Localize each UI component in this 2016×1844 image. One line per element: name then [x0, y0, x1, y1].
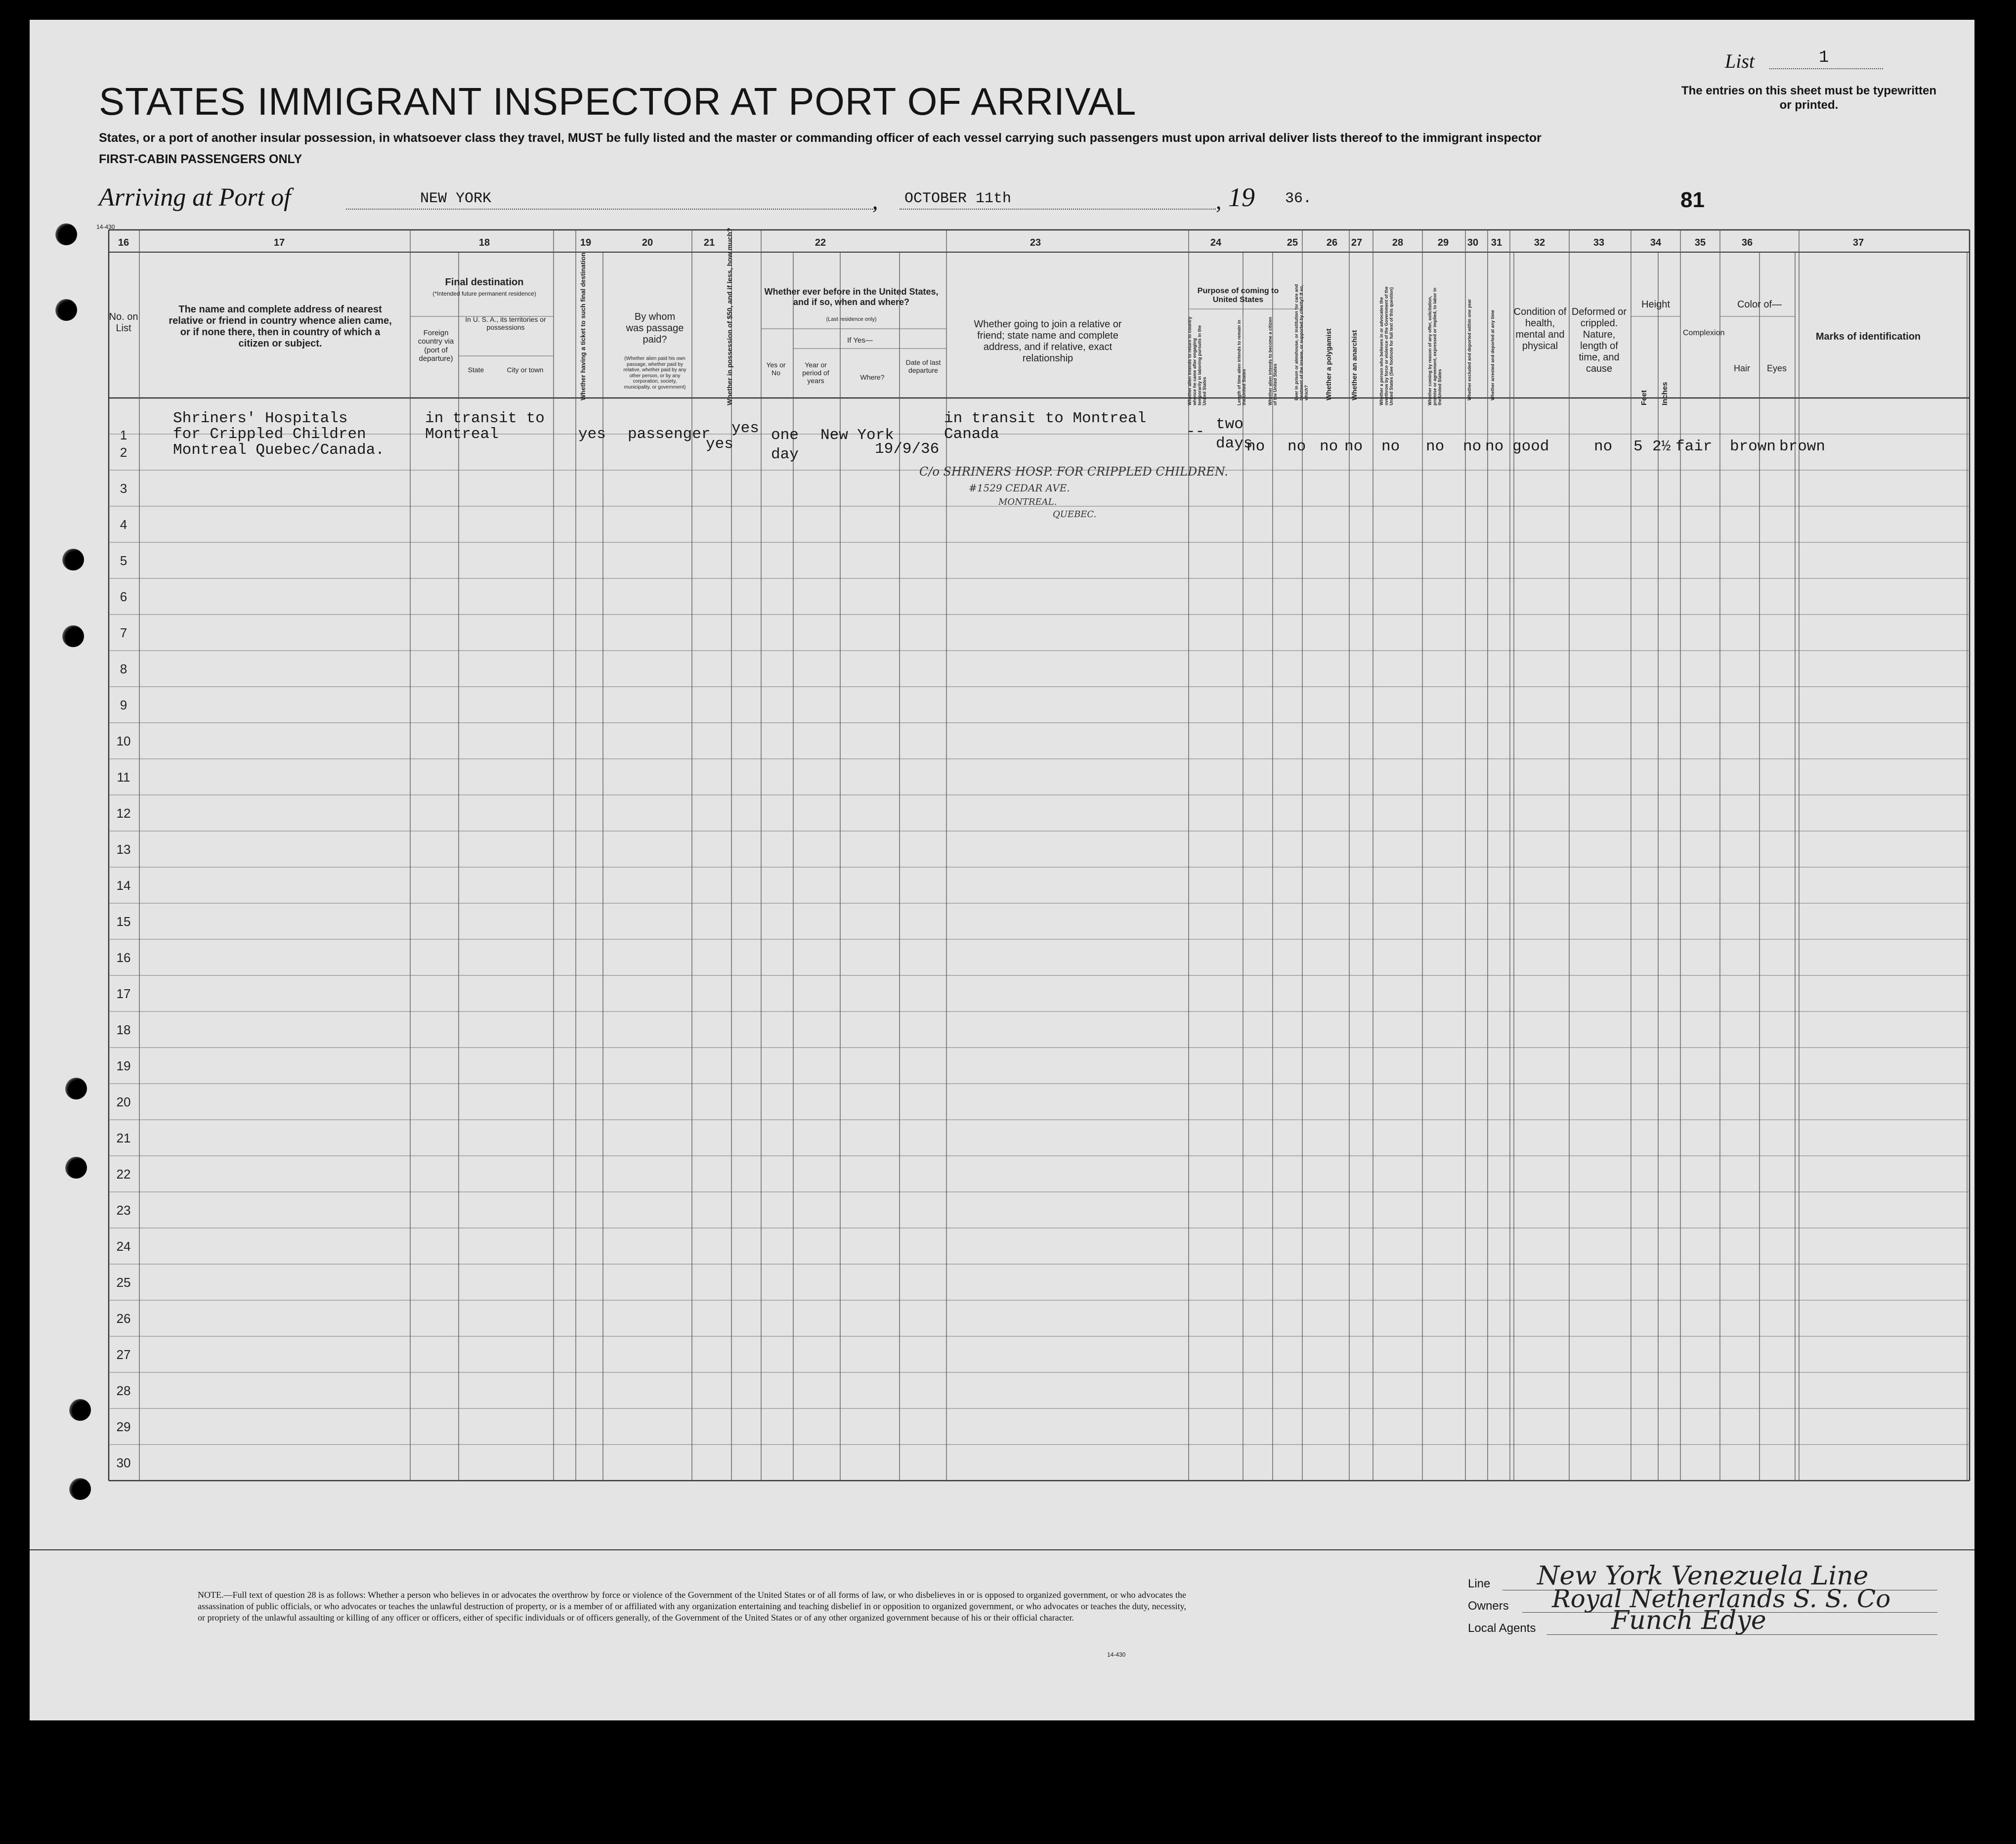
punch-hole — [65, 1078, 87, 1099]
col-number-24: 24 — [1210, 237, 1222, 248]
heading-health: Condition of health, mental and physical — [1513, 307, 1567, 351]
row-number: 23 — [116, 1203, 131, 1218]
heading-hair: Hair — [1733, 363, 1750, 373]
entry-where: New York — [820, 427, 894, 444]
row-number: 21 — [116, 1131, 131, 1145]
heading-color-of: Color of— — [1737, 299, 1782, 310]
heading-intended-residence: (*Intended future permanent residence) — [432, 290, 536, 297]
row-number: 10 — [116, 734, 131, 748]
entry-purpose-a: -- — [1186, 423, 1205, 440]
list-number-line — [1769, 68, 1883, 69]
port-line — [346, 209, 875, 210]
row-number: 22 — [116, 1167, 131, 1182]
comma: , — [1216, 188, 1222, 214]
sheet-number: 81 — [1680, 188, 1705, 212]
entry-possession-50: yes — [706, 436, 733, 453]
owners-value: Royal Netherlands S. S. Co — [1552, 1584, 1891, 1613]
heading-foreign-country: Foreign country via (port of departure) — [418, 329, 454, 363]
hand-address-line3: MONTREAL. — [998, 497, 1057, 507]
heading-by-whom: By whom was passage paid? — [626, 311, 684, 345]
heading-deformed: Deformed or crippled. Nature, length of time, and cause — [1571, 307, 1627, 374]
col-number-17: 17 — [273, 237, 285, 248]
col-number-36: 36 — [1741, 237, 1753, 248]
col-number-34: 34 — [1650, 237, 1662, 248]
footnote-question-28: NOTE.—Full text of question 28 is as follows: Whether a person who believes in or advocates the overthrow by force or violence of the Government of the United States or of all forms of law, or who disbelieves in or is opposed to organized government, or who advocates the assassination of public officials, or who advocates or teaches the unlawful destruction of property, or is a member of or affiliated with any organization entertaining and teaching disbelief in or opposition to organized government, or who advocates or teaches the duty, necessity, or propriety of the unlawful assaulting or killing of any officer or officers, either of specific individuals or of officers generally, of the Government of the United States or of any other organized government because of his or their official character. — [198, 1590, 1186, 1623]
row-number: 12 — [116, 806, 131, 821]
entry-prison: no — [1287, 438, 1306, 455]
entry-hair: brown — [1730, 438, 1776, 455]
entry-purpose-c: no — [1246, 438, 1265, 455]
row-number: 20 — [116, 1095, 131, 1109]
punch-hole — [55, 223, 77, 245]
row-number: 15 — [116, 914, 131, 929]
hand-address-line1: C/o SHRINERS HOSP. FOR CRIPPLED CHILDREN. — [919, 465, 1228, 479]
col-number-26: 26 — [1326, 237, 1338, 248]
heading-purpose-c: Whether alien intends to become a citizen of the United States — [1268, 316, 1278, 405]
heading-q28: Whether a person who believes in or advocates the overthrow by force or violence of the Government of the United States (See footnote for full text of this question) — [1379, 286, 1394, 405]
col-number-16: 16 — [118, 237, 129, 248]
col-number-37: 37 — [1852, 237, 1864, 248]
entry-relative-line2: for Crippled Children — [173, 426, 366, 443]
row-number: 14 — [116, 878, 131, 893]
form-number-bottom: 14-430 — [1107, 1651, 1126, 1658]
col-number-20: 20 — [642, 237, 653, 248]
row-number: 19 — [116, 1058, 131, 1073]
entry-destination-line1: in transit to — [425, 410, 545, 427]
entry-ticket: yes — [578, 426, 606, 443]
col-number-25: 25 — [1287, 237, 1298, 248]
heading-where: Where? — [860, 373, 885, 381]
heading-year-period: Year or period of years — [802, 361, 829, 385]
entry-q29: no — [1426, 438, 1445, 455]
row-number: 2 — [120, 445, 128, 460]
heading-last-residence: (Last residence only) — [826, 316, 877, 322]
list-label: List — [1725, 50, 1755, 72]
col-number-30: 30 — [1467, 237, 1479, 248]
heading-by-whom-note: (Whether alien paid his own passage, whether paid by relative, whether paid by any other person, or by any corporation, society, municipality, or government) — [623, 356, 686, 390]
row-number: 3 — [120, 481, 128, 496]
heading-height: Height — [1641, 299, 1670, 310]
list-number: 1 — [1819, 48, 1829, 67]
manifest-sheet — [30, 20, 1974, 1720]
heading-purpose: Purpose of coming to United States — [1197, 287, 1279, 305]
punch-hole — [69, 1399, 91, 1421]
col-number-19: 19 — [580, 237, 592, 248]
heading-if-yes: If Yes— — [847, 336, 873, 345]
line-label: Line — [1468, 1577, 1491, 1590]
row-number: 11 — [117, 770, 130, 785]
row-number: 1 — [120, 428, 128, 442]
col-number-29: 29 — [1437, 237, 1449, 248]
year-suffix: 36. — [1285, 190, 1312, 207]
heading-purpose-a: Whether alien intends to return to country whence he came after engaging temporarily in laboring pursuits in the United States — [1187, 316, 1207, 405]
col-number-33: 33 — [1593, 237, 1605, 248]
entry-relative-line3: Montreal Quebec/Canada. — [173, 441, 385, 459]
date-value: OCTOBER 11th — [904, 190, 1012, 207]
col-number-23: 23 — [1029, 237, 1041, 248]
entry-join-line2: Canada — [944, 426, 999, 443]
punch-hole — [65, 1157, 87, 1179]
heading-ever-before: Whether ever before in the United States, and if so, when and where? — [764, 287, 939, 307]
entry-complexion: fair — [1675, 438, 1713, 455]
agents-value: Funch Edye — [1611, 1606, 1766, 1635]
heading-inches: Inches — [1661, 382, 1669, 405]
year-prefix: 19 — [1228, 182, 1255, 212]
col-number-32: 32 — [1534, 237, 1545, 248]
punch-hole — [62, 549, 84, 571]
entry-polygamist: no — [1320, 438, 1338, 455]
col-number-35: 35 — [1694, 237, 1706, 248]
row-number: 4 — [120, 517, 128, 532]
entry-health: good — [1512, 438, 1549, 455]
entry-destination-line2: Montreal — [425, 426, 499, 443]
heading-date-last-departure: Date of last departure — [905, 358, 941, 375]
punch-hole — [69, 1478, 91, 1500]
row-number: 27 — [116, 1347, 131, 1362]
row-number: 30 — [116, 1455, 131, 1470]
entry-q30: no — [1463, 438, 1482, 455]
typewritten-instruction: The entries on this sheet must be typewritten or printed. — [1681, 84, 1937, 112]
entry-ever-before: yes — [731, 420, 759, 437]
hand-address-line2: #1529 CEDAR AVE. — [969, 482, 1070, 494]
col-number-22: 22 — [815, 237, 826, 248]
row-number: 16 — [116, 950, 131, 965]
row-number: 8 — [120, 661, 128, 676]
col-number-28: 28 — [1392, 237, 1404, 248]
entry-inches: 2½ — [1652, 438, 1671, 455]
col-number-21: 21 — [703, 237, 715, 248]
row-number: 9 — [120, 698, 128, 712]
entry-anarchist: no — [1344, 438, 1363, 455]
date-line — [900, 209, 1216, 210]
entry-period: one day — [771, 427, 799, 463]
form-title: STATES IMMIGRANT INSPECTOR AT PORT OF ARRIVAL — [99, 80, 1137, 123]
entry-join-line1: in transit to Montreal — [944, 410, 1147, 427]
heading-feet: Feet — [1640, 390, 1648, 405]
heading-city: City or town — [507, 366, 544, 374]
arriving-label: Arriving at Port of — [99, 183, 291, 212]
port-value: NEW YORK — [420, 190, 492, 207]
heading-q31: Whether arrested and deported at any time — [1490, 309, 1495, 400]
entry-paid-by: passenger — [628, 426, 711, 443]
entry-relative-line1: Shriners' Hospitals — [173, 410, 348, 427]
heading-in-usa: In U. S. A., its territories or possessions — [465, 315, 546, 332]
row-number: 18 — [116, 1022, 131, 1037]
instruction-line: States, or a port of another insular possession, in whatsoever class they travel, MUST be fully listed and the master or commanding officer of each vessel carrying such passengers must upon arrival deliver lists thereof to the immigrant inspector — [99, 131, 1542, 145]
row-number: 28 — [116, 1383, 131, 1398]
heading-complexion: Complexion — [1683, 329, 1725, 337]
heading-marks: Marks of identification — [1815, 331, 1921, 342]
heading-no-on-list: No. on List — [109, 311, 138, 334]
heading-possession-50: Whether in possession of $50, and if less, how much? — [726, 227, 733, 405]
row-number: 6 — [120, 589, 128, 604]
entry-eyes: brown — [1779, 438, 1826, 455]
heading-ticket: Whether having a ticket to such final destination — [579, 252, 587, 400]
row-number: 24 — [116, 1239, 131, 1254]
entry-date-last: 19/9/36 — [875, 440, 940, 458]
manifest-grid — [30, 20, 1974, 1720]
line-value: New York Venezuela Line — [1537, 1561, 1869, 1591]
row-number: 26 — [116, 1311, 131, 1326]
heading-polygamist: Whether a polygamist — [1325, 328, 1332, 400]
row-number: 5 — [120, 553, 128, 568]
row-number: 13 — [116, 842, 131, 857]
entry-deformed: no — [1594, 438, 1613, 455]
heading-eyes: Eyes — [1766, 363, 1787, 373]
row-number: 7 — [120, 625, 128, 640]
comma: , — [872, 188, 878, 214]
heading-q30: Whether excluded and deported within one year — [1467, 299, 1472, 400]
heading-anarchist: Whether an anarchist — [1350, 330, 1358, 400]
heading-q29: Whether coming by reason of any offer, solicitation, promise or agreement, expressed or implied, to labor in the United States — [1427, 287, 1442, 405]
owners-label: Owners — [1468, 1599, 1509, 1613]
heading-relative-address: The name and complete address of nearest relative or friend in country whence alien came, or if none there, then in country of which a citizen or subject. — [169, 304, 392, 349]
heading-prison: Ever in prison or almshouse, or institution for care and treatment of the insane, or supported by charity? If so, which? — [1294, 284, 1309, 400]
punch-hole — [55, 299, 77, 321]
entry-q31: no — [1485, 438, 1504, 455]
entry-feet: 5 — [1633, 438, 1643, 455]
heading-final-destination: Final destination — [445, 277, 524, 288]
col-number-31: 31 — [1491, 237, 1502, 248]
cabin-class: FIRST-CABIN PASSENGERS ONLY — [99, 152, 302, 166]
heading-going-to-join: Whether going to join a relative or friend; state name and complete address, and if relative, exact relationship — [974, 319, 1122, 364]
row-number: 25 — [116, 1275, 131, 1290]
heading-state: State — [468, 366, 484, 374]
form-number-top: 14-430 — [96, 223, 115, 230]
heading-yes-or-no: Yes or No — [766, 361, 786, 377]
hand-address-line4: QUEBEC. — [1053, 509, 1097, 520]
heading-purpose-b: Length of time alien intends to remain in the United States — [1237, 319, 1246, 405]
entry-q28: no — [1381, 438, 1400, 455]
entry-purpose-b: two days — [1216, 416, 1253, 452]
col-number-18: 18 — [478, 237, 490, 248]
punch-hole — [62, 625, 84, 647]
row-number: 17 — [116, 986, 131, 1001]
agents-label: Local Agents — [1468, 1622, 1536, 1635]
row-number: 29 — [116, 1419, 131, 1434]
col-number-27: 27 — [1351, 237, 1363, 248]
